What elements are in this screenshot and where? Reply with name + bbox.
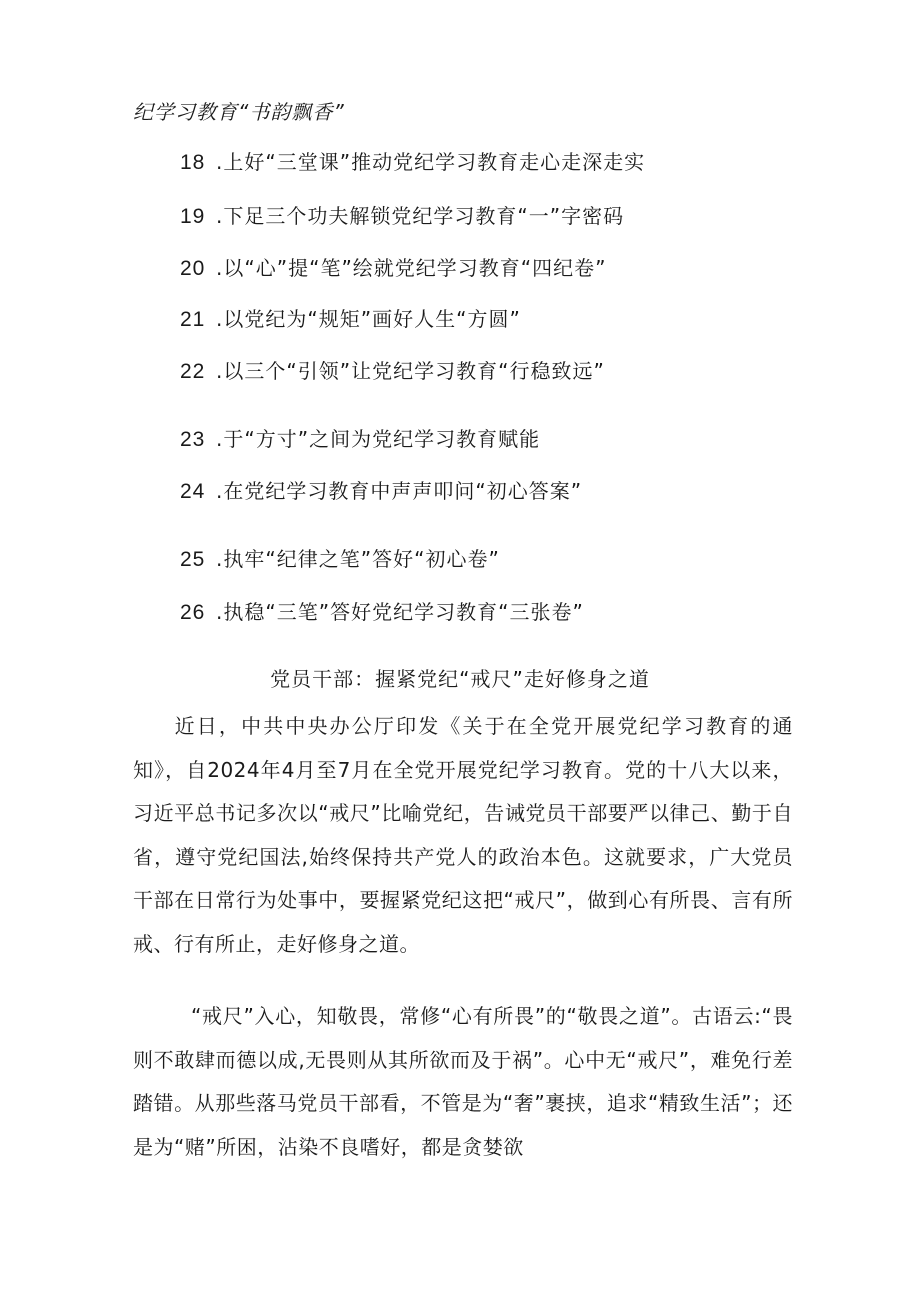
previous-item-fragment: 纪学习教育“书韵飘香” [133,100,345,124]
section-title: 党员干部：握紧党纪“戒尺”走好修身之道 [270,667,650,691]
list-item-text: .上好“三堂课”推动党纪学习教育走心走深走实 [216,150,646,174]
paragraph-text: “戒尺”入心，知敬畏，常修“心有所畏”的“敬畏之道”。古语云:“畏则不敢肆而德以成,无畏则从其所欲而及于祸”。心中无“戒尺”，难免行差踏错。从那些落马党员干部看，不管是为“奢”裹挟，追求“精致生活”；还是为“赌”所困，沾染不良嗜好，都是贪婪欲 [133,1004,793,1159]
list-item-text: .以“心”提“笔”绘就党纪学习教育“四纪卷” [216,256,607,280]
list-item-number: 19 [180,205,206,228]
list-item-number: 25 [180,548,206,571]
list-item-text: .执稳“三笔”答好党纪学习教育“三张卷” [216,600,584,624]
list-item-text: .下足三个功夫解锁党纪学习教育“一”字密码 [216,204,625,228]
list-item [180,596,584,625]
list-item-text: .以党纪为“规矩”画好人生“方圆” [216,307,521,331]
list-item [180,543,500,572]
list-item [180,200,624,229]
list-item [180,252,607,281]
list-item-number: 20 [180,257,206,280]
paragraph-2 [133,995,793,1169]
list-item [180,423,540,452]
list-item [180,146,645,175]
list-item [180,303,521,332]
list-item-number: 26 [180,601,206,624]
list-item-number: 18 [180,151,206,174]
list-item-number: 24 [180,480,206,503]
list-item-text: .执牢“纪律之笔”答好“初心卷” [216,547,500,571]
list-item-number: 22 [180,360,206,383]
list-item [180,475,582,504]
list-item-text: .在党纪学习教育中声声叩问“初心答案” [216,479,583,503]
list-item-number: 21 [180,308,206,331]
list-item [180,355,605,384]
paragraph-1 [133,705,793,966]
list-item-text: .以三个“引领”让党纪学习教育“行稳致远” [216,359,605,383]
list-item-number: 23 [180,428,206,451]
list-item-text: .于“方寸”之间为党纪学习教育赋能 [216,427,541,451]
paragraph-text: 近日，中共中央办公厅印发《关于在全党开展党纪学习教育的通知》，自2024年4月至7月在全党开展党纪学习教育。党的十八大以来，习近平总书记多次以“戒尺”比喻党纪，告诫党员干部要严以律己、勤于自省，遵守党纪国法,始终保持共产党人的政治本色。这就要求，广大党员干部在日常行为处事中，要握紧党纪这把“戒尺”，做到心有所畏、言有所戒、行有所止，走好修身之道。 [133,714,793,956]
